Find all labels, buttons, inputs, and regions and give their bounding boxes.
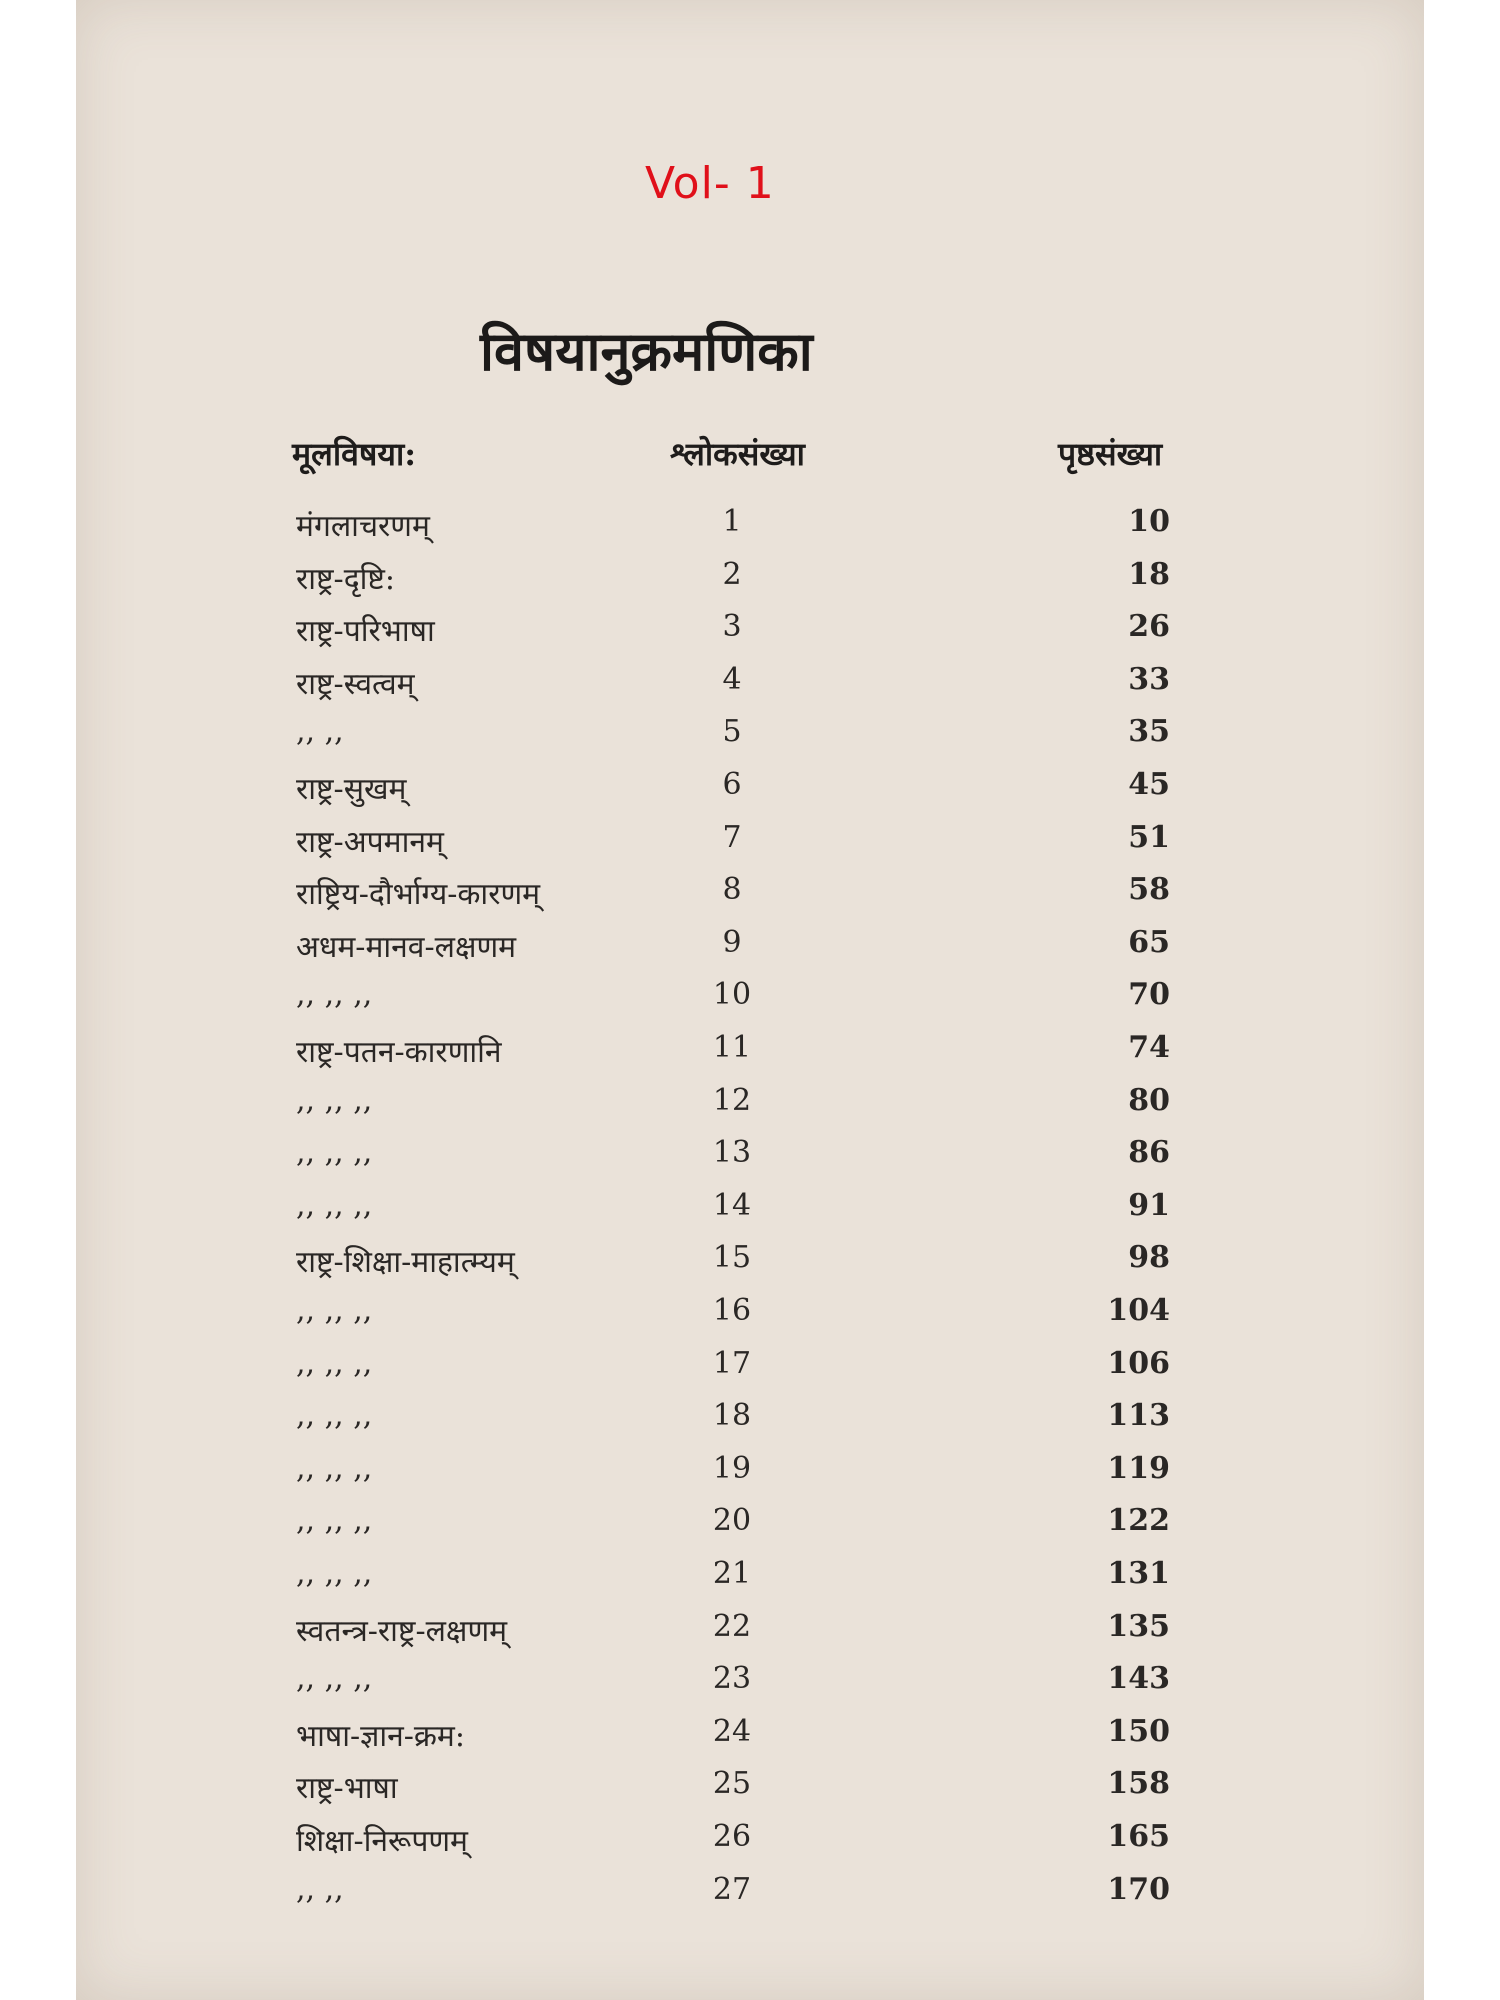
table-row xyxy=(0,872,1500,912)
column-header-page: पृष्ठसंख्या xyxy=(1058,435,1163,473)
page-number-cell: 143 xyxy=(1107,1661,1170,1697)
subject-cell: राष्ट्र-अपमानम् xyxy=(296,824,444,860)
subject-cell: राष्ट्र-पतन-कारणानि xyxy=(296,1035,502,1070)
verse-number-cell: 4 xyxy=(722,661,742,697)
volume-label: Vol- 1 xyxy=(645,158,775,209)
table-row xyxy=(0,1346,1500,1386)
verse-number-cell: 27 xyxy=(712,1871,752,1907)
verse-number-cell: 5 xyxy=(722,714,742,750)
verse-number-cell: 14 xyxy=(712,1187,752,1223)
page-number-cell: 74 xyxy=(1128,1030,1170,1065)
verse-number-cell: 8 xyxy=(722,872,742,908)
page-number-cell: 135 xyxy=(1107,1608,1170,1644)
subject-cell: ,, ,, ,, xyxy=(296,1450,373,1486)
subject-cell: राष्ट्र-स्वत्वम् xyxy=(296,666,415,702)
verse-number-cell: 15 xyxy=(712,1240,752,1276)
table-row xyxy=(0,1766,1500,1806)
verse-number-cell: 13 xyxy=(712,1135,752,1171)
table-row xyxy=(0,1609,1500,1649)
subject-cell: ,, ,, ,, xyxy=(296,1345,373,1381)
subject-cell: ,, ,, xyxy=(296,1871,344,1907)
subject-cell: ,, ,, xyxy=(296,714,344,750)
verse-number-cell: 1 xyxy=(722,504,742,539)
page-number-cell: 91 xyxy=(1128,1187,1170,1223)
page-number-cell: 131 xyxy=(1107,1556,1170,1591)
page-number-cell: 165 xyxy=(1107,1819,1170,1854)
table-row xyxy=(0,1503,1500,1543)
subject-cell: राष्ट्र-दृष्टि: xyxy=(296,561,396,597)
table-row xyxy=(0,1451,1500,1491)
table-row xyxy=(0,1556,1500,1596)
table-row xyxy=(0,662,1500,702)
table-row xyxy=(0,609,1500,649)
subject-cell: ,, ,, ,, xyxy=(296,1187,373,1223)
verse-number-cell: 17 xyxy=(712,1345,752,1381)
subject-cell: ,, ,, ,, xyxy=(296,1503,373,1539)
table-row xyxy=(0,557,1500,597)
page-number-cell: 65 xyxy=(1128,924,1170,960)
subject-cell: राष्ट्रिय-दौर्भाग्य-कारणम् xyxy=(296,877,541,913)
subject-cell: अधम-मानव-लक्षणम xyxy=(296,929,517,965)
table-row xyxy=(0,1293,1500,1333)
subject-cell: ,, ,, ,, xyxy=(296,1556,373,1591)
page-number-cell: 170 xyxy=(1107,1871,1170,1907)
subject-cell: ,, ,, ,, xyxy=(296,1398,373,1434)
page-number-cell: 51 xyxy=(1128,819,1170,855)
table-row xyxy=(0,1135,1500,1175)
table-row xyxy=(0,714,1500,754)
verse-number-cell: 21 xyxy=(712,1556,752,1591)
table-row xyxy=(0,1714,1500,1754)
page-number-cell: 158 xyxy=(1107,1766,1170,1802)
subject-cell: राष्ट्र-परिभाषा xyxy=(296,614,435,650)
page-number-cell: 122 xyxy=(1107,1503,1170,1539)
verse-number-cell: 24 xyxy=(712,1713,752,1749)
table-row xyxy=(0,977,1500,1017)
subject-cell: ,, ,, ,, xyxy=(296,1293,373,1328)
page-number-cell: 86 xyxy=(1128,1135,1170,1171)
page-number-cell: 113 xyxy=(1107,1398,1170,1434)
subject-cell: स्वतन्त्र-राष्ट्र-लक्षणम् xyxy=(296,1613,508,1649)
page-number-cell: 58 xyxy=(1128,872,1170,908)
page-number-cell: 26 xyxy=(1128,609,1170,645)
verse-number-cell: 16 xyxy=(712,1293,752,1328)
page-number-cell: 18 xyxy=(1128,556,1170,592)
verse-number-cell: 20 xyxy=(712,1503,752,1539)
subject-cell: राष्ट्र-सुखम् xyxy=(296,772,407,807)
verse-number-cell: 9 xyxy=(722,924,742,960)
table-row xyxy=(0,1240,1500,1280)
verse-number-cell: 22 xyxy=(712,1608,752,1644)
page-number-cell: 150 xyxy=(1107,1713,1170,1749)
page-number-cell: 98 xyxy=(1128,1240,1170,1276)
page-number-cell: 106 xyxy=(1107,1345,1170,1381)
subject-cell: राष्ट्र-भाषा xyxy=(296,1771,398,1807)
subject-cell: ,, ,, ,, xyxy=(296,1661,373,1697)
subject-cell: मंगलाचरणम् xyxy=(296,509,430,544)
verse-number-cell: 7 xyxy=(722,819,742,855)
verse-number-cell: 2 xyxy=(722,556,742,592)
verse-number-cell: 23 xyxy=(712,1661,752,1697)
column-header-verse: श्लोकसंख्या xyxy=(670,435,805,473)
table-row xyxy=(0,1819,1500,1859)
table-row xyxy=(0,1188,1500,1228)
page-number-cell: 80 xyxy=(1128,1082,1170,1118)
subject-cell: ,, ,, ,, xyxy=(296,1135,373,1171)
table-row xyxy=(0,1030,1500,1070)
page-number-cell: 70 xyxy=(1128,977,1170,1013)
verse-number-cell: 12 xyxy=(712,1082,752,1118)
verse-number-cell: 26 xyxy=(712,1819,752,1854)
table-row xyxy=(0,1872,1500,1912)
verse-number-cell: 3 xyxy=(722,609,742,645)
subject-cell: शिक्षा-निरूपणम् xyxy=(296,1824,468,1859)
page-number-cell: 119 xyxy=(1107,1450,1170,1486)
page-number-cell: 45 xyxy=(1128,767,1170,802)
column-header-subject: मूलविषया: xyxy=(292,435,417,473)
page-title: विषयानुक्रमणिका xyxy=(480,319,813,383)
table-row xyxy=(0,504,1500,544)
subject-cell: भाषा-ज्ञान-क्रम: xyxy=(296,1718,465,1754)
table-row xyxy=(0,925,1500,965)
verse-number-cell: 19 xyxy=(712,1450,752,1486)
table-row xyxy=(0,1398,1500,1438)
page-number-cell: 104 xyxy=(1107,1293,1170,1328)
subject-cell: ,, ,, ,, xyxy=(296,977,373,1013)
subject-cell: राष्ट्र-शिक्षा-माहात्म्यम् xyxy=(296,1245,515,1281)
table-row xyxy=(0,1083,1500,1123)
page-number-cell: 33 xyxy=(1128,661,1170,697)
verse-number-cell: 11 xyxy=(712,1030,752,1065)
page-number-cell: 10 xyxy=(1128,504,1170,539)
table-row xyxy=(0,767,1500,807)
subject-cell: ,, ,, ,, xyxy=(296,1082,373,1118)
page-number-cell: 35 xyxy=(1128,714,1170,750)
verse-number-cell: 18 xyxy=(712,1398,752,1434)
table-row xyxy=(0,1661,1500,1701)
verse-number-cell: 6 xyxy=(722,767,742,802)
table-row xyxy=(0,820,1500,860)
verse-number-cell: 25 xyxy=(712,1766,752,1802)
verse-number-cell: 10 xyxy=(712,977,752,1013)
